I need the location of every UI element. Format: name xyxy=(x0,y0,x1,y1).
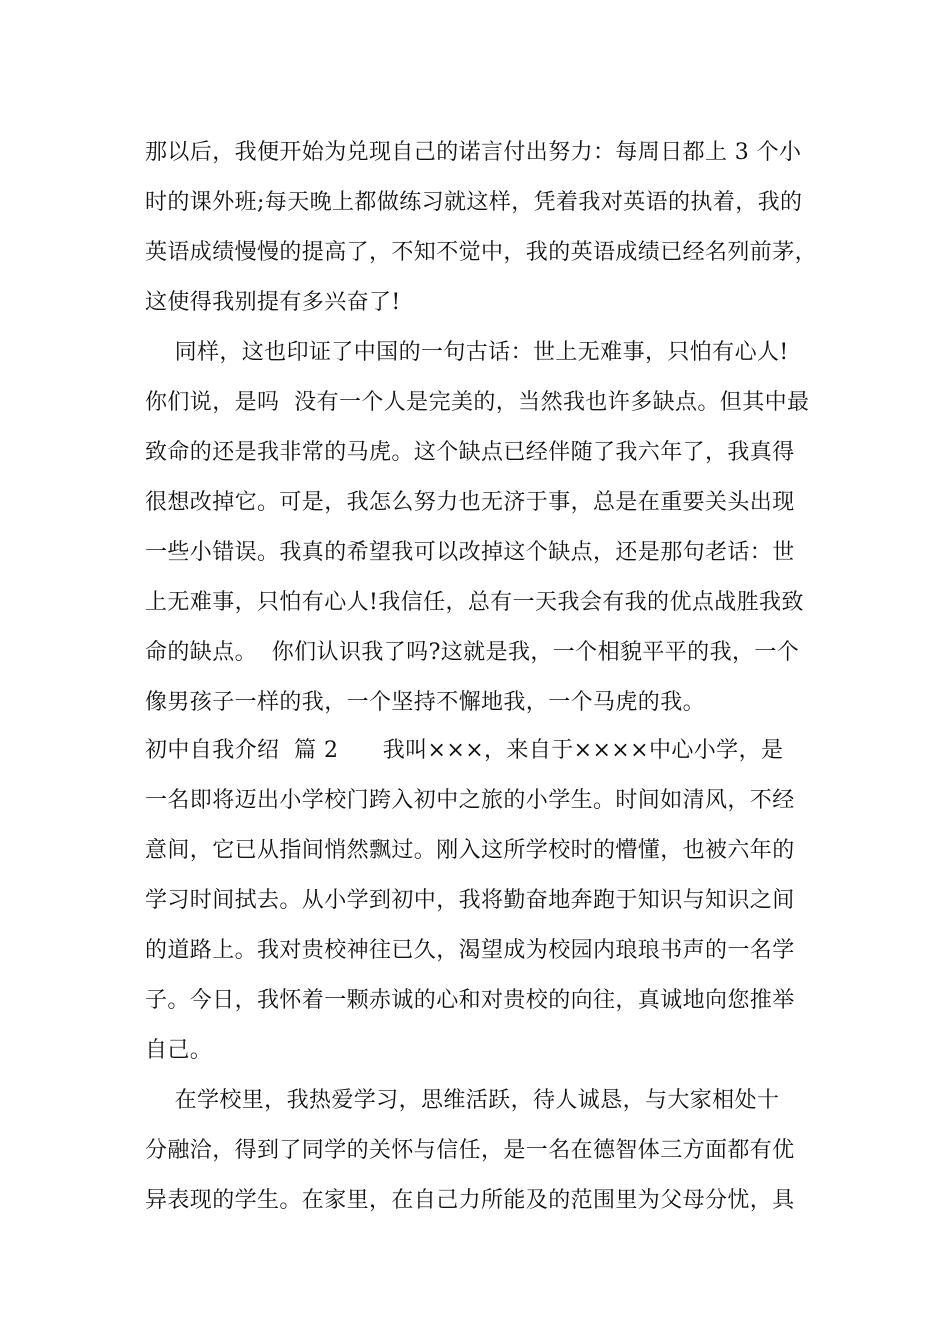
text-line: 异表现的学生。在家里，在自己力所能及的范围里为父母分忧，具 xyxy=(145,1188,795,1213)
text-line: 同样，这也印证了中国的一句古话：世上无难事，只怕有心人! xyxy=(145,340,789,365)
text-line: 意间，它已从指间悄然飘过。刚入这所学校时的懵懂，也被六年的 xyxy=(145,838,795,863)
text-line: 你们说，是吗 没有一个人是完美的，当然我也许多缺点。但其中最 xyxy=(145,390,810,415)
text-line: 在学校里，我热爱学习，思维活跃，待人诚恳，与大家相处十 xyxy=(145,1088,780,1113)
text-line: 命的缺点。 你们认识我了吗?这就是我，一个相貌平平的我，一个 xyxy=(145,640,800,665)
text-line: 致命的还是我非常的马虎。这个缺点已经伴随了我六年了，我真得 xyxy=(145,440,795,465)
text-line: 这使得我别提有多兴奋了! xyxy=(145,290,401,315)
text-line: 像男孩子一样的我，一个坚持不懈地我，一个马虎的我。 xyxy=(145,690,706,715)
text-line: 上无难事，只怕有心人!我信任，总有一天我会有我的优点战胜我致 xyxy=(145,590,804,615)
text-line: 英语成绩慢慢的提高了，不知不觉中，我的英语成绩已经名列前茅， xyxy=(145,240,818,265)
text-line: 分融洽，得到了同学的关怀与信任，是一名在德智体三方面都有优 xyxy=(145,1138,795,1163)
text-line: 一名即将迈出小学校门跨入初中之旅的小学生。时间如清风，不经 xyxy=(145,788,795,813)
text-line: 时的课外班;每天晚上都做练习就这样，凭着我对英语的执着，我的 xyxy=(145,190,803,215)
text-line: 的道路上。我对贵校神往已久，渴望成为校园内琅琅书声的一名学 xyxy=(145,938,795,963)
text-line: 那以后，我便开始为兑现自己的诺言付出努力：每周日都上 3 个小 xyxy=(145,140,802,165)
section-heading-line: 初中自我介绍 篇 2 我叫×××，来自于××××中心小学，是 xyxy=(145,738,784,763)
text-line: 一些小错误。我真的希望我可以改掉这个缺点，还是那句老话：世 xyxy=(145,540,795,565)
text-line: 学习时间拭去。从小学到初中，我将勤奋地奔跑于知识与知识之间 xyxy=(145,888,795,913)
text-line: 自己。 xyxy=(145,1038,213,1063)
text-line: 子。今日，我怀着一颗赤诚的心和对贵校的向往，真诚地向您推举 xyxy=(145,988,795,1013)
text-line: 很想改掉它。可是，我怎么努力也无济于事，总是在重要关头出现 xyxy=(145,490,795,515)
